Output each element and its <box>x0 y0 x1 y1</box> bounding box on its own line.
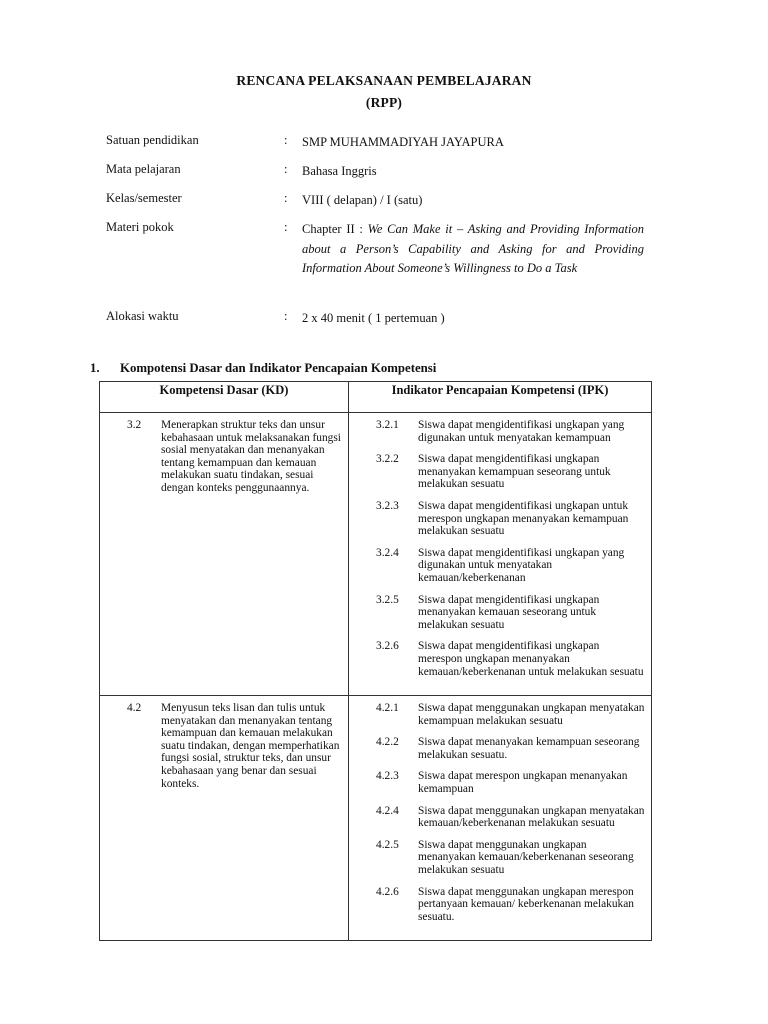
header-kd: Kompetensi Dasar (KD) <box>100 382 349 413</box>
ipk-item <box>349 736 645 761</box>
ipk-number: 4.2.2 <box>376 736 399 749</box>
ipk-number: 4.2.5 <box>376 838 399 851</box>
header-ipk: Indikator Pencapaian Kompetensi (IPK) <box>349 382 652 413</box>
info-value <box>302 220 644 279</box>
kd-cell <box>100 413 349 696</box>
ipk-item <box>349 640 645 678</box>
ipk-text: Siswa dapat mengidentifikasi ungkapan yang digunakan untuk menyatakan kemampuan <box>418 419 625 444</box>
ipk-item <box>349 547 645 585</box>
info-row-class <box>106 191 646 220</box>
section-heading <box>90 361 436 376</box>
kd-number: 4.2 <box>127 702 142 715</box>
topic-title: We Can Make it – Asking and Providing Information about a Person’s Capability and Asking for and Providing Information About Someone’s Willingness to Do a Task <box>302 222 644 276</box>
ipk-cell <box>349 696 652 941</box>
topic-prefix: Chapter II : <box>302 222 368 236</box>
info-colon: : <box>284 162 288 176</box>
info-value: Bahasa Inggris <box>302 164 377 178</box>
info-colon: : <box>284 133 288 147</box>
ipk-item <box>349 500 645 538</box>
ipk-item <box>349 886 645 924</box>
identity-block <box>106 133 646 329</box>
ipk-text: Siswa dapat mengidentifikasi ungkapan menanyakan kemauan seseorang untuk melakukan sesuatu <box>418 593 600 631</box>
ipk-number: 3.2.6 <box>376 640 399 653</box>
ipk-text: Siswa dapat menanyakan kemampuan seseorang melakukan sesuatu. <box>418 736 640 761</box>
ipk-number: 4.2.6 <box>376 885 399 898</box>
ipk-text: Siswa dapat menggunakan ungkapan menyatakan kemauan/keberkenanan melakukan sesuatu <box>418 804 645 830</box>
competency-table <box>99 381 652 941</box>
info-colon: : <box>284 220 288 234</box>
ipk-item <box>349 839 645 877</box>
document-title: RENCANA PELAKSANAAN PEMBELAJARAN <box>236 73 532 88</box>
section-title: Kompotensi Dasar dan Indikator Pencapaian Kompetensi <box>120 361 437 375</box>
ipk-text: Siswa dapat menggunakan ungkapan menyatakan kemampuan melakukan sesuatu <box>418 702 645 727</box>
table-header-row <box>100 382 652 413</box>
ipk-text: Siswa dapat mengidentifikasi ungkapan menanyakan kemampuan seseorang untuk melakukan sesuatu <box>418 453 611 491</box>
ipk-text: Siswa dapat menggunakan ungkapan merespon pertanyaan kemauan/ keberkenanan melakukan sesuatu. <box>418 885 634 923</box>
info-row-subject <box>106 162 646 191</box>
ipk-item <box>349 453 645 491</box>
ipk-text: Siswa dapat mengidentifikasi ungkapan untuk merespon ungkapan menanyakan kemampuan melakukan sesuatu <box>418 499 629 538</box>
info-label: Satuan pendidikan <box>106 133 199 147</box>
ipk-number: 3.2.3 <box>376 499 399 512</box>
ipk-item <box>349 770 645 795</box>
info-row-time <box>106 309 646 329</box>
ipk-text: Siswa dapat mengidentifikasi ungkapan yang digunakan untuk menyatakan kemauan/keberkenanan <box>418 546 625 584</box>
info-value: VIII ( delapan) / I (satu) <box>302 193 423 207</box>
ipk-text: Siswa dapat merespon ungkapan menanyakan kemampuan <box>418 770 628 796</box>
ipk-number: 3.2.5 <box>376 593 399 606</box>
info-label: Mata pelajaran <box>106 162 181 176</box>
info-label: Materi pokok <box>106 220 174 234</box>
document-subtitle: (RPP) <box>365 95 403 110</box>
section-number: 1. <box>90 361 100 375</box>
ipk-item <box>349 419 645 444</box>
info-label: Alokasi waktu <box>106 309 179 323</box>
ipk-number: 4.2.1 <box>376 702 399 715</box>
ipk-text: Siswa dapat mengidentifikasi ungkapan merespon ungkapan menanyakan kemauan/keberkenanan untuk melakukan sesuatu <box>418 640 644 678</box>
ipk-item <box>349 594 645 632</box>
info-label: Kelas/semester <box>106 191 182 205</box>
info-value: 2 x 40 menit ( 1 pertemuan ) <box>302 311 445 325</box>
table-row <box>100 696 652 941</box>
ipk-number: 3.2.2 <box>376 453 399 466</box>
ipk-item <box>349 805 645 830</box>
ipk-item <box>349 702 645 727</box>
info-row-school <box>106 133 646 162</box>
info-colon: : <box>284 309 288 323</box>
ipk-number: 4.2.4 <box>376 804 399 817</box>
ipk-cell <box>349 413 652 696</box>
info-colon: : <box>284 191 288 205</box>
info-value: SMP MUHAMMADIYAH JAYAPURA <box>302 135 504 149</box>
kd-cell <box>100 696 349 941</box>
ipk-number: 4.2.3 <box>376 770 399 783</box>
ipk-number: 3.2.4 <box>376 546 399 559</box>
info-row-topic <box>106 220 646 309</box>
table-row <box>100 413 652 696</box>
kd-text: Menyusun teks lisan dan tulis untuk menyatakan dan menanyakan tentang kemampuan dan kemauan melakukan suatu tindakan, dengan memperhatikan fungsi sosial, struktur teks, dan unsur kebahasaan yang benar dan sesuai konteks. <box>161 702 340 790</box>
kd-text: Menerapkan struktur teks dan unsur kebahasaan untuk melaksanakan fungsi sosial menyatakan dan menanyakan tentang kemampuan dan kemauan melakukan suatu tindakan, sesuai dengan konteks penggunaannya. <box>161 419 341 494</box>
ipk-number: 3.2.1 <box>376 419 399 431</box>
ipk-text: Siswa dapat menggunakan ungkapan menanyakan kemauan/keberkenanan seseorang melakukan sesuatu <box>418 838 634 877</box>
kd-number: 3.2 <box>127 419 142 431</box>
